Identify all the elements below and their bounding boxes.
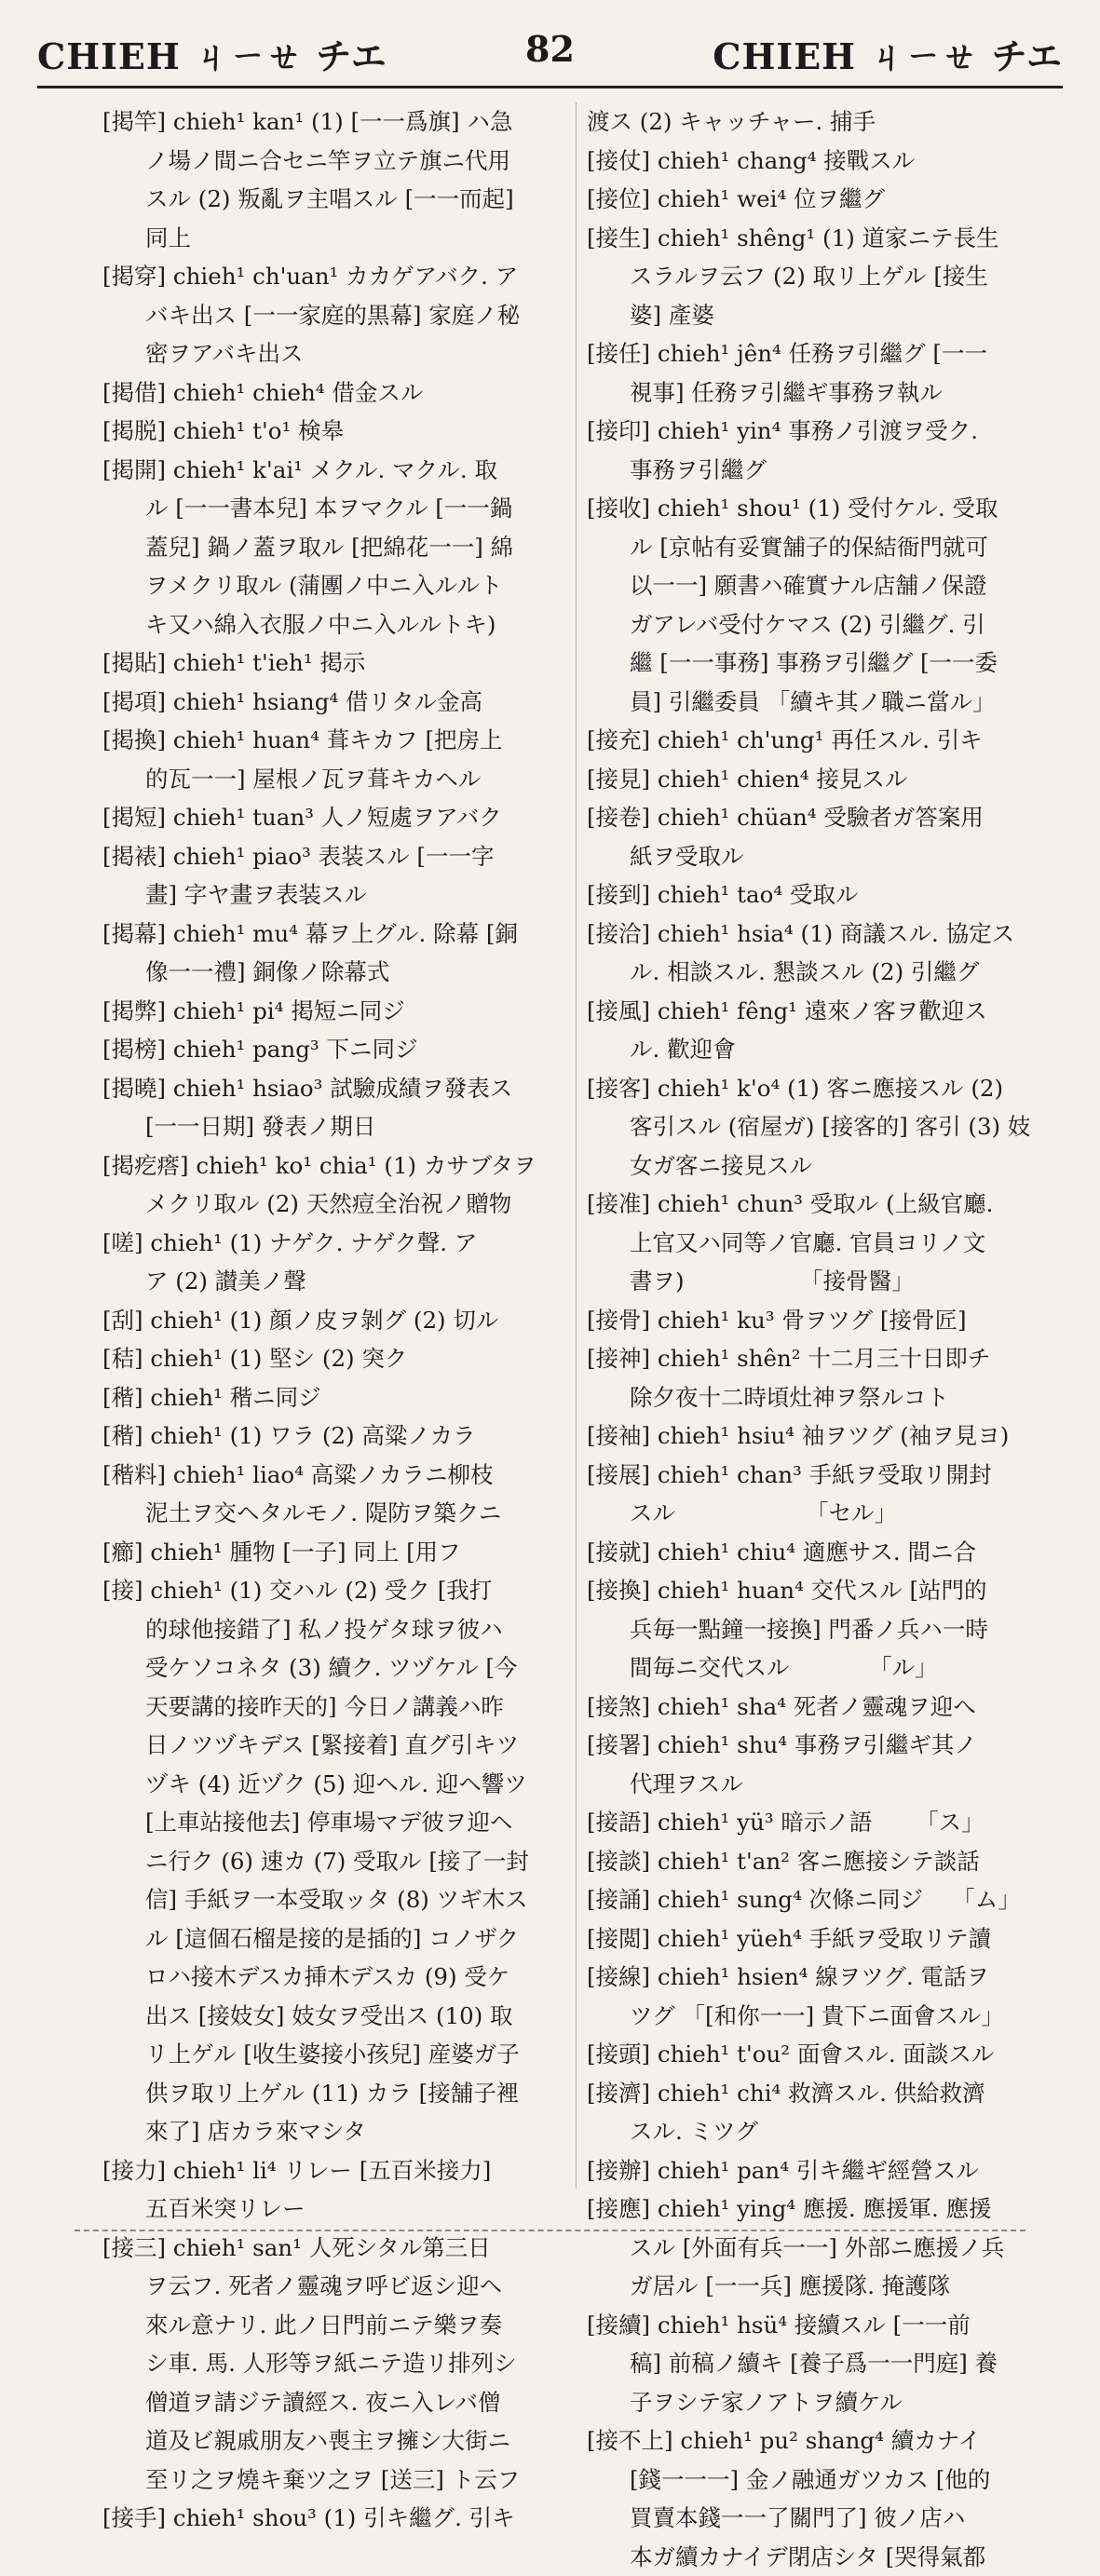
- dictionary-entry: [102, 1224, 624, 1301]
- dictionary-entry: [102, 1571, 624, 2151]
- entry-line: スル (2) 叛亂ヲ主唱スル [一一而起]: [102, 180, 624, 219]
- entry-line: 僧道ヲ請ジテ讀經ス. 夜ニ入レバ僧: [102, 2383, 624, 2422]
- entry-line: 的球他接錯了] 私ノ投ゲタ球ヲ彼ハ: [102, 1610, 624, 1649]
- dictionary-entry: [102, 451, 624, 644]
- entry-line: ル [這個石榴是接的是插的] コノザク: [102, 1919, 624, 1959]
- entry-line: ツグ 「[和你一一] 貴下ニ面會スル」: [587, 1997, 1100, 2036]
- entry-line: 視事] 任務ヲ引繼ギ事務ヲ執ル: [587, 373, 1100, 413]
- dictionary-entry: [102, 2151, 624, 2229]
- dictionary-entry: [102, 721, 624, 798]
- entry-line: ア (2) 讃美ノ聲: [102, 1262, 624, 1301]
- entry-line: [錢一一一] 金ノ融通ガツカス [他的: [587, 2461, 1100, 2500]
- entry-headline: [掲曉] chieh¹ hsiao³ 試驗成績ヲ發表ス: [102, 1069, 624, 1108]
- entry-line: 客引スル (宿屋ガ) [接客的] 客引 (3) 妓: [587, 1107, 1100, 1146]
- dictionary-entry: [102, 1146, 624, 1224]
- entry-line: 受ケソコネタ (3) 續ク. ツヅケル [今: [102, 1648, 624, 1688]
- entry-headline: [接展] chieh¹ chan³ 手紙ヲ受取リ開封: [587, 1456, 1100, 1495]
- entry-line: ロハ接木デスカ挿木デスカ (9) 受ケ: [102, 1958, 624, 1997]
- entry-headline: [接客] chieh¹ k'o⁴ (1) 客ニ應接スル (2): [587, 1069, 1100, 1108]
- entry-line: 以一一] 願書ハ確實ナル店舗ノ保證: [587, 566, 1100, 605]
- dictionary-entry: [102, 798, 624, 837]
- running-head-right: CHIEH ㄐㄧㄝ チエ: [713, 28, 1063, 79]
- entry-headline: [接充] chieh¹ ch'ung¹ 再任スル. 引キ: [587, 721, 1100, 760]
- dictionary-entry: [587, 760, 1100, 799]
- dictionary-entry: [587, 721, 1100, 760]
- dictionary-entry: [587, 489, 1100, 721]
- entry-line: [一一日期] 發表ノ期日: [102, 1107, 624, 1146]
- entry-headline: [接頭] chieh¹ t'ou² 面會スル. 面談スル: [587, 2035, 1100, 2074]
- entry-line: 子ヲシテ家ノアトヲ續ケル: [587, 2383, 1100, 2422]
- entry-line: 買賣本錢一一了關門了] 彼ノ店ハ: [587, 2499, 1100, 2538]
- entry-line: ガアレバ受付ケマス (2) 引繼グ. 引: [587, 605, 1100, 644]
- entry-line: 間毎ニ交代スル 「ル」: [587, 1648, 1100, 1688]
- dictionary-entry: [102, 1533, 624, 1572]
- entry-headline: [接誦] chieh¹ sung⁴ 次條ニ同ジ 「ム」: [587, 1880, 1100, 1919]
- entry-headline: [掲換] chieh¹ huan⁴ 葺キカフ [把房上: [102, 721, 624, 760]
- entry-headline: [掲幕] chieh¹ mu⁴ 幕ヲ上グル. 除幕 [銅: [102, 915, 624, 954]
- entry-line: シ車. 馬. 人形等ヲ紙ニテ造リ排列シ: [102, 2344, 624, 2383]
- entry-line: ヅキ (4) 近ヅク (5) 迎ヘル. 迎ヘ響ツ: [102, 1765, 624, 1804]
- entry-line: 事務ヲ引繼グ: [587, 451, 1100, 490]
- entry-line: 除夕夜十二時頃灶神ヲ祭ルコト: [587, 1378, 1100, 1417]
- entry-headline: [接到] chieh¹ tao⁴ 受取ル: [587, 875, 1100, 915]
- dictionary-entry: [587, 1880, 1100, 1919]
- entry-line: 婆] 產婆: [587, 296, 1100, 335]
- entry-headline: [稭] chieh¹ (1) ワラ (2) 高粱ノカラ: [102, 1417, 624, 1456]
- entry-headline: [掲貼] chieh¹ t'ieh¹ 掲示: [102, 644, 624, 683]
- dictionary-entry: [102, 1069, 624, 1146]
- dictionary-entry: [587, 1803, 1100, 1842]
- entry-headline: [接印] chieh¹ yin⁴ 事務ノ引渡ヲ受ク.: [587, 412, 1100, 451]
- running-head-left: CHIEH ㄐㄧㄝ チエ: [37, 28, 387, 79]
- header-rule: [37, 86, 1063, 88]
- entry-headline: [接] chieh¹ (1) 交ハル (2) 受ク [我打: [102, 1571, 624, 1610]
- dictionary-entry: [587, 1069, 1100, 1186]
- dictionary-entry: [587, 2421, 1100, 2576]
- entry-line: 代理ヲスル: [587, 1765, 1100, 1804]
- entry-headline: [接辦] chieh¹ pan⁴ 引キ繼ギ經營スル: [587, 2151, 1100, 2190]
- entry-headline: [稭料] chieh¹ liao⁴ 高粱ノカラニ柳枝: [102, 1456, 624, 1495]
- entry-line: リ上ゲル [收生婆接小孩兒] 産婆ガ子: [102, 2035, 624, 2074]
- dictionary-entry: [102, 1378, 624, 1417]
- entry-headline: [接准] chieh¹ chun³ 受取ル (上級官廳.: [587, 1185, 1100, 1224]
- entry-headline: [接力] chieh¹ li⁴ リレー [五百米接力]: [102, 2151, 624, 2190]
- entry-headline: [掲裱] chieh¹ piao³ 表装スル [一一字: [102, 837, 624, 876]
- dictionary-entry: [587, 1842, 1100, 1881]
- dictionary-entry: [102, 412, 624, 451]
- entry-line: ル. 歡迎會: [587, 1030, 1100, 1069]
- entry-headline: [秸] chieh¹ (1) 堅シ (2) 突ク: [102, 1339, 624, 1378]
- dictionary-entry: [102, 683, 624, 722]
- dictionary-entry: [587, 2190, 1100, 2306]
- entry-line: ル [京帖有妥實舗子的保結衙門就可: [587, 528, 1100, 567]
- entry-headline: [接就] chieh¹ chiu⁴ 適應サス. 間ニ合: [587, 1533, 1100, 1572]
- dictionary-entry: [587, 2306, 1100, 2422]
- entry-headline: [接煞] chieh¹ sha⁴ 死者ノ靈魂ヲ迎へ: [587, 1688, 1100, 1727]
- dictionary-entry: [587, 1919, 1100, 1959]
- dictionary-entry: [102, 1456, 624, 1533]
- entry-headline: [接位] chieh¹ wei⁴ 位ヲ繼グ: [587, 180, 1100, 219]
- entry-line: 密ヲアバキ出ス: [102, 334, 624, 373]
- dictionary-entry: [587, 798, 1100, 875]
- entry-line: 稿] 前稿ノ續キ [養子爲一一門庭] 養: [587, 2344, 1100, 2383]
- dictionary-entry: [587, 1726, 1100, 1803]
- entry-line: 天要講的接昨天的] 今日ノ講義ハ昨: [102, 1688, 624, 1727]
- entry-headline: [掲短] chieh¹ tuan³ 人ノ短處ヲアバク: [102, 798, 624, 837]
- entry-headline: [接談] chieh¹ t'an² 客ニ應接シテ談話: [587, 1842, 1100, 1881]
- dictionary-entry: [587, 412, 1100, 489]
- page-number: 82: [37, 28, 1063, 70]
- entry-headline: [掲脱] chieh¹ t'o¹ 検皋: [102, 412, 624, 451]
- entry-line: スル. ミツグ: [587, 2112, 1100, 2151]
- dictionary-entry: [587, 1571, 1100, 1688]
- entry-line: 紙ヲ受取ル: [587, 837, 1100, 876]
- page-header: [37, 28, 1063, 93]
- entry-line: スル [外面有兵一一] 外部ニ應援ノ兵: [587, 2229, 1100, 2268]
- dictionary-entry: [587, 1301, 1100, 1340]
- entry-headline: [接收] chieh¹ shou¹ (1) 受付ケル. 受取: [587, 489, 1100, 528]
- entry-line: ガ居ル [一一兵] 應援隊. 掩護隊: [587, 2267, 1100, 2306]
- entry-headline: [掲開] chieh¹ k'ai¹ メクル. マクル. 取: [102, 451, 624, 490]
- dictionary-entry: [587, 334, 1100, 412]
- entry-headline: [接不上] chieh¹ pu² shang⁴ 續カナイ: [587, 2421, 1100, 2461]
- entry-headline: [接見] chieh¹ chien⁴ 接見スル: [587, 760, 1100, 799]
- dictionary-entry: [102, 1339, 624, 1378]
- entry-headline: [接生] chieh¹ shêng¹ (1) 道家ニテ長生: [587, 219, 1100, 258]
- dictionary-entry: [587, 2074, 1100, 2151]
- entry-line: ヲ云フ. 死者ノ靈魂ヲ呼ビ返シ迎ヘ: [102, 2267, 624, 2306]
- entry-headline: [掲榜] chieh¹ pang³ 下ニ同ジ: [102, 1030, 624, 1069]
- entry-headline: [接袖] chieh¹ hsiu⁴ 袖ヲツグ (袖ヲ見ヨ): [587, 1417, 1100, 1456]
- dictionary-entry: [102, 915, 624, 992]
- entry-line: キ又ハ綿入衣服ノ中ニ入ルルトキ): [102, 605, 624, 644]
- dictionary-entry: [587, 2035, 1100, 2074]
- dictionary-entry: [102, 257, 624, 373]
- entry-headline: [接續] chieh¹ hsü⁴ 接續スル [一一前: [587, 2306, 1100, 2345]
- dictionary-entry: [102, 1030, 624, 1069]
- entry-headline: [接換] chieh¹ huan⁴ 交代スル [站門的: [587, 1571, 1100, 1610]
- entry-line: 書ヲ) 「接骨醫」: [587, 1262, 1100, 1301]
- entry-headline: 渡ス (2) キャッチャー. 捕手: [587, 102, 1100, 142]
- entry-line: 上官又ハ同等ノ官廳. 官員ヨリノ文: [587, 1224, 1100, 1263]
- entry-line: スラルヲ云フ (2) 取リ上ゲル [接生: [587, 257, 1100, 296]
- dictionary-entry: [587, 992, 1100, 1069]
- entry-line: ニ行ク (6) 速カ (7) 受取ル [接了一封: [102, 1842, 624, 1881]
- column-divider: [576, 102, 577, 2189]
- dictionary-entry: [587, 142, 1100, 181]
- entry-line: 本ガ續カナイデ閉店シタ [哭得氣都: [587, 2538, 1100, 2576]
- entry-headline: [稭] chieh¹ 稭ニ同ジ: [102, 1378, 624, 1417]
- entry-line: 出ス [接妓女] 妓女ヲ受出ス (10) 取: [102, 1997, 624, 2036]
- dictionary-entry: [587, 102, 1100, 142]
- entry-line: ル [一一書本兒] 本ヲマクル [一一鍋: [102, 489, 624, 528]
- entry-line: 員] 引繼委員 「續キ其ノ職ニ當ル」: [587, 683, 1100, 722]
- entry-headline: [接卷] chieh¹ chüan⁴ 受驗者ガ答案用: [587, 798, 1100, 837]
- entry-headline: [刮] chieh¹ (1) 顔ノ皮ヲ剝グ (2) 切ル: [102, 1301, 624, 1340]
- dictionary-entry: [102, 2229, 624, 2500]
- entry-line: メクリ取ル (2) 天然痘全治祝ノ贈物: [102, 1185, 624, 1224]
- entry-headline: [接濟] chieh¹ chi⁴ 救濟スル. 供給救濟: [587, 2074, 1100, 2113]
- dictionary-entry: [102, 644, 624, 683]
- dictionary-entry: [587, 1185, 1100, 1301]
- entry-line: スル 「セル」: [587, 1494, 1100, 1533]
- entry-headline: [掲穿] chieh¹ ch'uan¹ カカゲアバク. ア: [102, 257, 624, 296]
- right-column: [587, 102, 1100, 2576]
- dictionary-entry: [587, 1456, 1100, 1533]
- entry-line: 道及ビ親戚朋友ハ喪主ヲ擁シ大街ニ: [102, 2421, 624, 2461]
- dictionary-entry: [587, 219, 1100, 335]
- dictionary-entry: [587, 915, 1100, 992]
- entry-headline: [接手] chieh¹ shou³ (1) 引キ繼グ. 引キ: [102, 2499, 624, 2538]
- entry-line: 女ガ客ニ接見スル: [587, 1146, 1100, 1186]
- entry-line: ノ場ノ間ニ合セニ竿ヲ立テ旗ニ代用: [102, 142, 624, 181]
- entry-line: 日ノツヅキデス [緊接着] 直グ引キツ: [102, 1726, 624, 1765]
- dictionary-entry: [102, 102, 624, 257]
- entry-headline: [接三] chieh¹ san¹ 人死シタル第三日: [102, 2229, 624, 2268]
- entry-line: 供ヲ取リ上ゲル (11) カラ [接舗子裡: [102, 2074, 624, 2113]
- entry-headline: [接仗] chieh¹ chang⁴ 接戰スル: [587, 142, 1100, 181]
- entry-headline: [掲借] chieh¹ chieh⁴ 借金スル: [102, 373, 624, 413]
- entry-headline: [掲疙瘩] chieh¹ ko¹ chia¹ (1) カサブタヲ: [102, 1146, 624, 1186]
- entry-headline: [接應] chieh¹ ying⁴ 應援. 應援軍. 應援: [587, 2190, 1100, 2229]
- entry-headline: [接洽] chieh¹ hsia⁴ (1) 商議スル. 協定ス: [587, 915, 1100, 954]
- bottom-dashed-rule: [75, 2230, 1025, 2231]
- entry-line: 兵毎一點鐘一接換] 門番ノ兵ハ一時: [587, 1610, 1100, 1649]
- entry-line: [上車站接他去] 停車場マデ彼ヲ迎ヘ: [102, 1803, 624, 1842]
- entry-line: ル. 相談スル. 懇談スル (2) 引繼グ: [587, 953, 1100, 992]
- entry-line: 信] 手紙ヲ一本受取ッタ (8) ツギ木ス: [102, 1880, 624, 1919]
- entry-headline: [掲竿] chieh¹ kan¹ (1) [一一爲旗] ハ急: [102, 102, 624, 142]
- entry-line: 畫] 字ヤ畫ヲ表装スル: [102, 875, 624, 915]
- dictionary-entry: [587, 1958, 1100, 2035]
- entry-line: 像一一禮] 銅像ノ除幕式: [102, 953, 624, 992]
- entry-line: ヲメクリ取ル (蒲團ノ中ニ入ルルト: [102, 566, 624, 605]
- entry-line: 至リ之ヲ燒キ棄ツ之ヲ [送三] ト云フ: [102, 2461, 624, 2500]
- entry-line: 的瓦一一] 屋根ノ瓦ヲ葺キカヘル: [102, 760, 624, 799]
- entry-headline: [接任] chieh¹ jên⁴ 任務ヲ引繼グ [一一: [587, 334, 1100, 373]
- dictionary-entry: [587, 2151, 1100, 2190]
- entry-headline: [接神] chieh¹ shên² 十二月三十日即チ: [587, 1339, 1100, 1378]
- dictionary-entry: [587, 1533, 1100, 1572]
- dictionary-entry: [102, 373, 624, 413]
- dictionary-entry: [587, 1417, 1100, 1456]
- entry-headline: [嗟] chieh¹ (1) ナゲク. ナゲク聲. ア: [102, 1224, 624, 1263]
- entry-headline: [接署] chieh¹ shu⁴ 事務ヲ引繼ギ其ノ: [587, 1726, 1100, 1765]
- entry-line: 蓋兒] 鍋ノ蓋ヲ取ル [把綿花一一] 綿: [102, 528, 624, 567]
- entry-headline: [接骨] chieh¹ ku³ 骨ヲツグ [接骨匠]: [587, 1301, 1100, 1340]
- dictionary-entry: [102, 2499, 624, 2538]
- entry-line: 同上: [102, 219, 624, 258]
- entry-line: バキ出ス [一一家庭的黒幕] 家庭ノ秘: [102, 296, 624, 335]
- entry-line: 來了] 店カラ來マシタ: [102, 2112, 624, 2151]
- left-column: [102, 102, 624, 2538]
- dictionary-entry: [587, 1339, 1100, 1417]
- dictionary-entry: [102, 1301, 624, 1340]
- entry-headline: [癤] chieh¹ 腫物 [一子] 同上 [用フ: [102, 1533, 624, 1572]
- dictionary-entry: [587, 180, 1100, 219]
- entry-line: 繼 [一一事務] 事務ヲ引繼グ [一一委: [587, 644, 1100, 683]
- entry-headline: [接閲] chieh¹ yüeh⁴ 手紙ヲ受取リテ讀: [587, 1919, 1100, 1959]
- dictionary-entry: [587, 875, 1100, 915]
- entry-line: 來ル意ナリ. 此ノ日門前ニテ樂ヲ奏: [102, 2306, 624, 2345]
- dictionary-entry: [102, 1417, 624, 1456]
- entry-headline: [接線] chieh¹ hsien⁴ 線ヲツグ. 電話ヲ: [587, 1958, 1100, 1997]
- entry-headline: [掲弊] chieh¹ pi⁴ 掲短ニ同ジ: [102, 992, 624, 1031]
- entry-headline: [掲項] chieh¹ hsiang⁴ 借リタル金高: [102, 683, 624, 722]
- entry-line: 泥土ヲ交ヘタルモノ. 隄防ヲ築クニ: [102, 1494, 624, 1533]
- dictionary-entry: [587, 1688, 1100, 1727]
- entry-headline: [接風] chieh¹ fêng¹ 遠來ノ客ヲ歡迎ス: [587, 992, 1100, 1031]
- entry-line: 五百米突リレー: [102, 2190, 624, 2229]
- dictionary-entry: [102, 837, 624, 915]
- dictionary-entry: [102, 992, 624, 1031]
- entry-headline: [接語] chieh¹ yü³ 暗示ノ語 「ス」: [587, 1803, 1100, 1842]
